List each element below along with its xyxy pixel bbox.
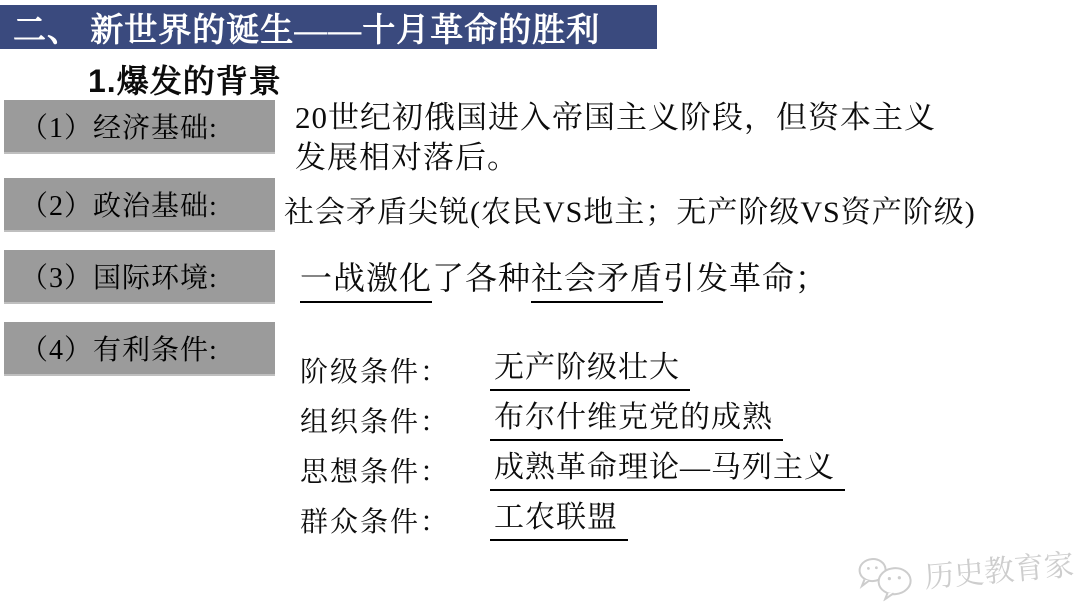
condition-name: 阶级条件： bbox=[300, 357, 451, 388]
wechat-icon bbox=[854, 552, 920, 603]
label-international-environment bbox=[4, 250, 275, 302]
condition-name: 组织条件： bbox=[300, 407, 451, 438]
plain-segment: 引发革命； bbox=[663, 260, 829, 296]
section-heading: 1.爆发的背景 bbox=[88, 63, 282, 99]
condition-row-masses bbox=[300, 496, 845, 546]
favorable-conditions-list bbox=[300, 346, 845, 546]
slide-title: 二、 新世界的诞生——十月革命的胜利 bbox=[13, 12, 601, 49]
label-favorable-conditions bbox=[4, 322, 275, 374]
condition-row-class bbox=[300, 346, 845, 396]
condition-value: 布尔什维克党的成熟 bbox=[490, 392, 783, 441]
economic-basis-line2: 发展相对落后。 bbox=[295, 140, 519, 175]
label-text: （1）经济基础: bbox=[20, 113, 218, 144]
economic-basis-line1: 20世纪初俄国进入帝国主义阶段，但资本主义 bbox=[295, 100, 936, 135]
watermark-text: 历史教育家 bbox=[923, 548, 1076, 595]
underlined-segment: 社会矛盾 bbox=[531, 258, 663, 303]
label-text: （3）国际环境: bbox=[20, 263, 218, 294]
underlined-segment: 一战激化 bbox=[300, 258, 432, 303]
international-environment-text bbox=[300, 258, 828, 303]
condition-row-ideology bbox=[300, 446, 845, 496]
plain-segment: 了各种 bbox=[432, 260, 532, 296]
condition-value: 成熟革命理论—马列主义 bbox=[490, 442, 845, 491]
label-text: （4）有利条件: bbox=[20, 335, 218, 366]
watermark bbox=[854, 539, 1075, 604]
economic-basis-text bbox=[295, 98, 936, 178]
condition-name: 群众条件： bbox=[300, 507, 451, 538]
condition-row-organization bbox=[300, 396, 845, 446]
label-political-basis bbox=[4, 178, 275, 230]
condition-value: 工农联盟 bbox=[490, 492, 628, 541]
label-text: （2）政治基础: bbox=[20, 191, 218, 222]
condition-value: 无产阶级壮大 bbox=[490, 342, 690, 391]
political-basis-text: 社会矛盾尖锐(农民VS地主；无产阶级VS资产阶级) bbox=[284, 196, 976, 229]
label-economic-basis bbox=[4, 100, 275, 152]
slide-title-banner bbox=[0, 5, 657, 49]
condition-name: 思想条件： bbox=[300, 457, 451, 488]
